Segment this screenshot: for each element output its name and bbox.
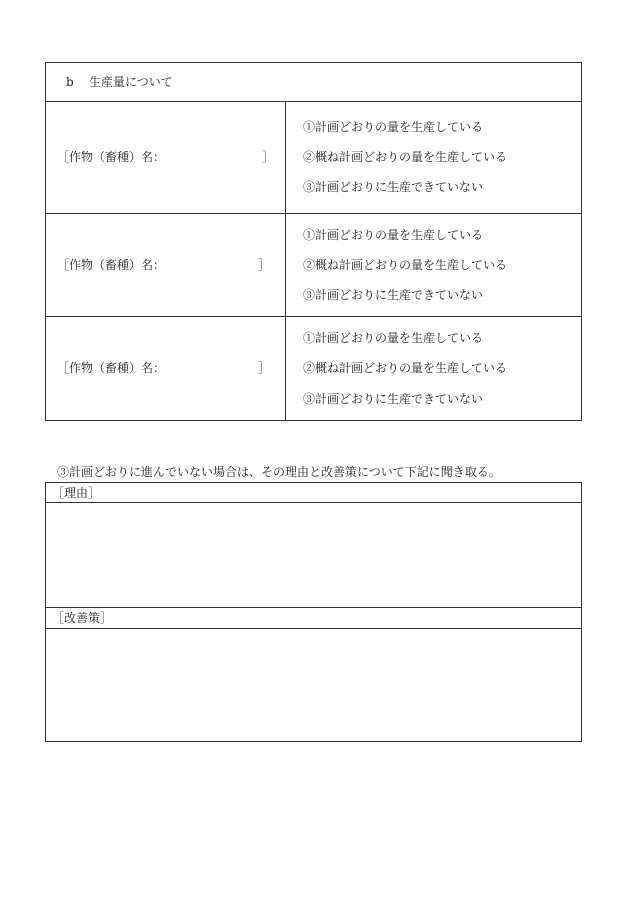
option-1[interactable]: ①計画どおりの量を生産している [303, 228, 484, 242]
reason-text-area[interactable] [46, 503, 581, 606]
reason-label: ［理由］ [52, 486, 101, 500]
improvement-text-area[interactable] [46, 629, 581, 741]
option-1[interactable]: ①計画どおりの量を生産している [303, 120, 484, 134]
table-divider [45, 316, 582, 317]
section-b-letter: b [66, 75, 74, 89]
improvement-label: ［改善策］ [52, 611, 113, 625]
table-divider [45, 101, 582, 102]
option-3[interactable]: ③計画どおりに生産できていない [303, 180, 484, 194]
crop-name-input[interactable] [168, 361, 256, 375]
crop-name-label: ［作物（畜種）名： [57, 361, 166, 375]
option-3[interactable]: ③計画どおりに生産できていない [303, 392, 484, 406]
option-2[interactable]: ②概ね計画どおりの量を生産している [303, 150, 508, 164]
option-1[interactable]: ①計画どおりの量を生産している [303, 331, 484, 345]
crop-name-close-bracket: ］ [262, 150, 275, 164]
crop-name-label: ［作物（畜種）名： [57, 258, 166, 272]
crop-name-close-bracket: ］ [258, 361, 271, 375]
table-column-divider [285, 101, 286, 421]
box-divider [45, 607, 582, 608]
crop-name-close-bracket: ］ [258, 258, 271, 272]
crop-name-input[interactable] [168, 150, 260, 164]
option-3[interactable]: ③計画どおりに生産できていない [303, 288, 484, 302]
crop-name-input[interactable] [168, 258, 256, 272]
option-2[interactable]: ②概ね計画どおりの量を生産している [303, 258, 508, 272]
table-divider [45, 213, 582, 214]
section-b-heading: 生産量について [89, 75, 173, 89]
option-2[interactable]: ②概ね計画どおりの量を生産している [303, 361, 508, 375]
section-3-instruction: ③計画どおりに進んでいない場合は、その理由と改善策について下記に聞き取る。 [57, 465, 501, 479]
crop-name-label: ［作物（畜種）名： [57, 150, 166, 164]
